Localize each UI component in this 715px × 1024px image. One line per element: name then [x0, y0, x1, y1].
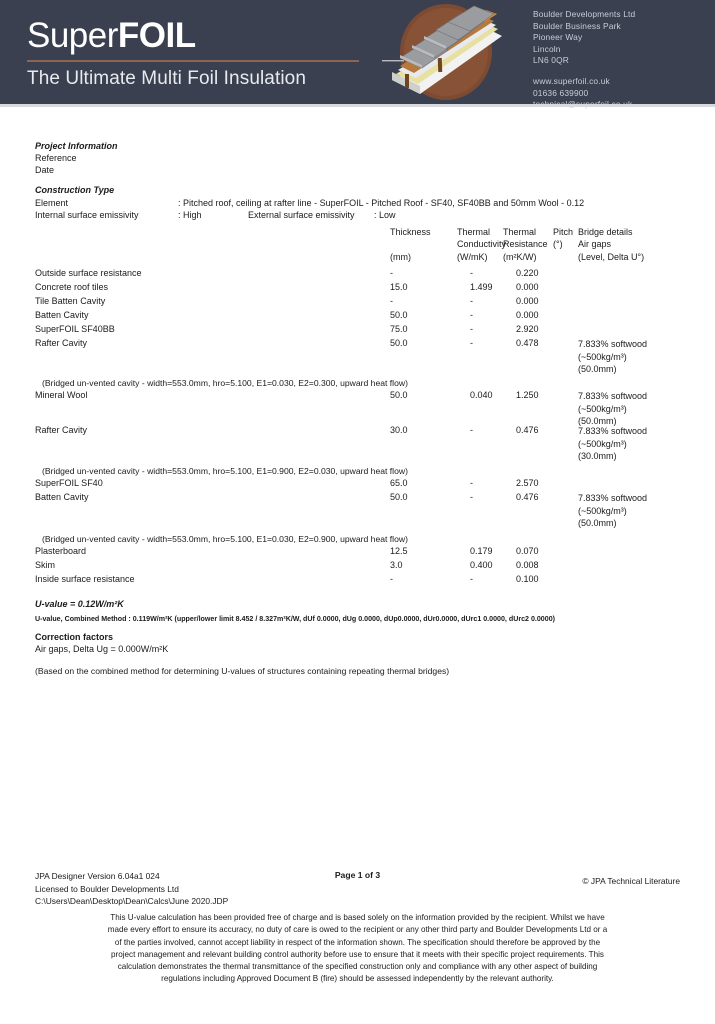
row-resistance: 0.000: [516, 282, 539, 292]
correction-factors-line: Air gaps, Delta Ug = 0.000W/m²K: [35, 644, 169, 654]
row-name: Rafter Cavity: [35, 338, 88, 348]
disclaimer-line: project management and relevant building control authority before use to ensure that it meets with their specific project requirements. This: [111, 949, 604, 959]
logo-divider-rule: [27, 60, 359, 62]
row-conductivity: -: [470, 324, 473, 334]
row-resistance: 0.478: [516, 338, 539, 348]
row-conductivity: 1.499: [470, 282, 493, 292]
row-thickness: -: [390, 296, 393, 306]
row-bridge-details: [578, 492, 713, 530]
bridge-line: 7.833% softwood: [578, 339, 648, 349]
row-name: Batten Cavity: [35, 310, 89, 320]
row-resistance: 2.570: [516, 478, 539, 488]
logo-word-super: Super: [27, 16, 118, 55]
external-emissivity-value: : Low: [374, 210, 396, 220]
logo-word-foil: FOIL: [117, 16, 196, 55]
contact-postcode: LN6 0QR: [533, 55, 569, 66]
header-thickness-unit: (mm): [390, 252, 411, 262]
contact-park: Boulder Business Park: [533, 20, 621, 31]
row-conductivity: 0.040: [470, 390, 493, 400]
bridge-line: 7.833% softwood: [578, 493, 648, 503]
row-thickness: -: [390, 574, 393, 584]
page-header-banner: [0, 0, 715, 104]
row-thickness: 15.0: [390, 282, 408, 292]
bridge-line: (~500kg/m³): [578, 438, 627, 449]
header-conductivity-line1: Thermal: [457, 227, 491, 237]
row-thickness: 50.0: [390, 310, 408, 320]
superfoil-logo: [27, 17, 372, 90]
row-thickness: 12.5: [390, 546, 408, 556]
contact-spacer: [533, 67, 713, 76]
header-bridge-line3: (Level, Delta U°): [578, 252, 645, 262]
row-resistance: 2.920: [516, 324, 539, 334]
header-resistance-unit: (m²K/W): [503, 252, 537, 262]
row-bridge-details: [578, 390, 713, 428]
bridge-note: (Bridged un-vented cavity - width=553.0mm, hro=5.100, E1=0.030, E2=0.900, upward heat flow): [42, 534, 408, 544]
contact-company: Boulder Developments Ltd: [533, 9, 636, 19]
header-pitch-line1: Pitch: [553, 227, 574, 237]
row-name: Rafter Cavity: [35, 425, 88, 435]
row-resistance: 0.070: [516, 546, 539, 556]
row-conductivity: -: [470, 478, 473, 488]
construction-type-title: Construction Type: [35, 185, 115, 195]
header-conductivity-unit: (W/mK): [457, 252, 488, 262]
row-name: Concrete roof tiles: [35, 282, 109, 292]
bridge-line: (~500kg/m³): [578, 403, 627, 414]
contact-website[interactable]: www.superfoil.co.uk: [533, 75, 610, 86]
row-name: SuperFOIL SF40BB: [35, 324, 115, 334]
logo-tagline: The Ultimate Multi Foil Insulation: [27, 68, 307, 89]
roof-cross-section-illustration: [382, 2, 518, 102]
row-thickness: 50.0: [390, 492, 408, 502]
row-thickness: -: [390, 268, 393, 278]
row-conductivity: -: [470, 268, 473, 278]
contact-street: Pioneer Way: [533, 32, 583, 43]
bridge-line: (30.0mm): [578, 451, 617, 462]
row-name: SuperFOIL SF40: [35, 478, 103, 488]
row-name: Inside surface resistance: [35, 574, 135, 584]
uvalue-combined-method: U-value, Combined Method : 0.119W/m²K (upper/lower limit 8.452 / 8.327m²K/W, dUf 0.0000, dUg 0.0000, dUp0.0000, dUr0.0000, dUrc1 0.0000, dUrc2 0.0000): [35, 615, 556, 623]
header-underline: [0, 104, 715, 107]
header-bridge-line2: Air gaps: [578, 239, 612, 249]
row-thickness: 65.0: [390, 478, 408, 488]
bridge-line: (50.0mm): [578, 518, 617, 529]
row-thickness: 75.0: [390, 324, 408, 334]
row-conductivity: -: [470, 574, 473, 584]
row-thickness: 50.0: [390, 390, 408, 400]
header-resistance-line2: Resistance: [503, 239, 548, 249]
date-label: Date: [35, 165, 55, 175]
element-value: : Pitched roof, ceiling at rafter line - SuperFOIL - Pitched Roof - SF40, SF40BB and 50mm Wool - 0.12: [178, 198, 585, 208]
disclaimer-line: regulations including Approved Document B (fire) should be assessed independently by the relevant authority.: [161, 974, 554, 984]
row-conductivity: -: [470, 425, 473, 435]
project-information-title: Project Information: [35, 141, 118, 151]
external-emissivity-label: External surface emissivity: [248, 210, 355, 220]
header-pitch-line2: (°): [553, 239, 563, 249]
header-resistance-line1: Thermal: [503, 227, 537, 237]
footer-file-path: C:\Users\Dean\Desktop\Dean\Calcs\June 2020.JDP: [35, 896, 229, 907]
row-thickness: 30.0: [390, 425, 408, 435]
row-resistance: 0.000: [516, 310, 539, 320]
row-name: Skim: [35, 560, 55, 570]
element-label: Element: [35, 198, 69, 208]
footer-page-number: Page 1 of 3: [334, 870, 381, 880]
bridge-line: (~500kg/m³): [578, 505, 627, 516]
row-name: Plasterboard: [35, 546, 87, 556]
row-conductivity: -: [470, 338, 473, 348]
footer-copyright: © JPA Technical Literature: [582, 876, 680, 886]
reference-label: Reference: [35, 153, 77, 163]
row-name: Outside surface resistance: [35, 268, 142, 278]
row-name: Batten Cavity: [35, 492, 89, 502]
company-contact-block: [533, 9, 713, 111]
internal-emissivity-label: Internal surface emissivity: [35, 210, 139, 220]
header-thickness: Thickness: [390, 227, 431, 237]
row-resistance: 0.476: [516, 425, 539, 435]
bridge-line: (50.0mm): [578, 364, 617, 375]
header-bridge-line1: Bridge details: [578, 227, 633, 237]
row-resistance: 0.100: [516, 574, 539, 584]
row-conductivity: 0.400: [470, 560, 493, 570]
footer-disclaimer: [35, 912, 680, 986]
contact-phone[interactable]: 01636 639900: [533, 87, 589, 98]
disclaimer-line: This U-value calculation has been provided free of charge and is based solely on the information provided by the recipient. Whilst we have: [110, 913, 605, 922]
logo-wordmark: [27, 17, 372, 55]
bridge-note: (Bridged un-vented cavity - width=553.0mm, hro=5.100, E1=0.030, E2=0.300, upward heat flow): [42, 378, 408, 388]
bridge-line: (~500kg/m³): [578, 351, 627, 362]
uvalue-headline: U-value = 0.12W/m²K: [35, 599, 124, 609]
bridge-line: (50.0mm): [578, 416, 617, 427]
row-resistance: 0.008: [516, 560, 539, 570]
row-thickness: 3.0: [390, 560, 403, 570]
bridge-note: (Bridged un-vented cavity - width=553.0mm, hro=5.100, E1=0.900, E2=0.030, upward heat flow): [42, 466, 408, 476]
combined-method-note: (Based on the combined method for determining U-values of structures containing repeating thermal bridges): [35, 666, 450, 676]
row-conductivity: -: [470, 492, 473, 502]
disclaimer-line: of the parties involved, cannot accept liability in respect of the information shown. The specification should therefore be approved by the: [114, 937, 601, 947]
row-bridge-details: [578, 425, 713, 463]
row-resistance: 0.000: [516, 296, 539, 306]
row-conductivity: -: [470, 310, 473, 320]
row-thickness: 50.0: [390, 338, 408, 348]
row-name: Tile Batten Cavity: [35, 296, 106, 306]
row-resistance: 0.220: [516, 268, 539, 278]
contact-city: Lincoln: [533, 43, 561, 54]
internal-emissivity-value: : High: [178, 210, 202, 220]
footer-version: JPA Designer Version 6.04a1 024: [35, 871, 160, 881]
header-conductivity-line2: Conductivity: [457, 239, 507, 249]
disclaimer-line: calculation demonstrates the thermal transmittance of the specified construction only and compliance with any other aspect of building: [117, 962, 598, 972]
row-conductivity: 0.179: [470, 546, 493, 556]
row-conductivity: -: [470, 296, 473, 306]
row-resistance: 1.250: [516, 390, 539, 400]
disclaimer-line: made every effort to ensure its accuracy, no duty of care is owed to the recipient or any other third party and Boulder Developments Ltd or a: [107, 925, 608, 935]
bridge-line: 7.833% softwood: [578, 391, 648, 401]
bridge-line: 7.833% softwood: [578, 426, 648, 436]
correction-factors-title: Correction factors: [35, 632, 114, 642]
footer-licensed-to: Licensed to Boulder Developments Ltd: [35, 883, 179, 894]
row-resistance: 0.476: [516, 492, 539, 502]
row-bridge-details: [578, 338, 713, 376]
row-name: Mineral Wool: [35, 390, 88, 400]
